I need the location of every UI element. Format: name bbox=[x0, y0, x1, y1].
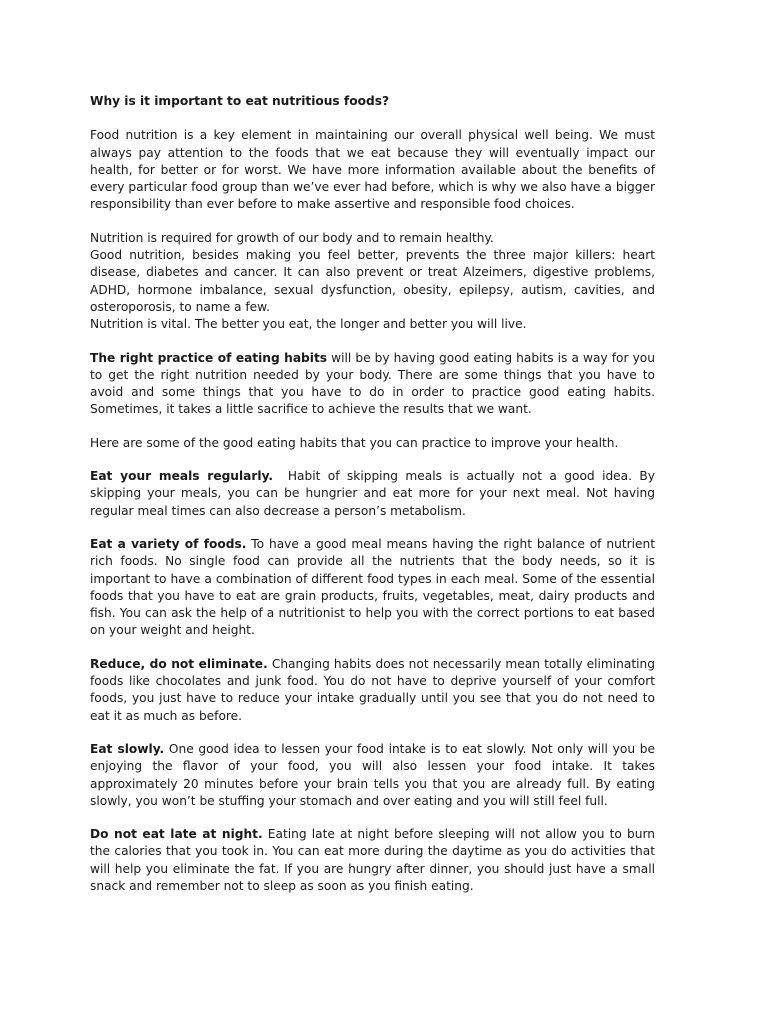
habit-heading: Reduce, do not eliminate. bbox=[90, 656, 268, 671]
here-are-paragraph: Here are some of the good eating habits that you can practice to improve your health. bbox=[90, 435, 619, 450]
habit-heading: Eat a variety of foods. bbox=[90, 536, 247, 551]
practice-paragraph bbox=[90, 350, 655, 419]
habit-heading: Do not eat late at night. bbox=[90, 827, 263, 842]
habit-paragraph-variety bbox=[90, 536, 655, 640]
document-page bbox=[90, 93, 659, 911]
document-title: Why is it important to eat nutritious foods? bbox=[90, 94, 390, 108]
habit-heading: Eat slowly. bbox=[90, 741, 165, 756]
habit-body: Eating late at night before sleeping will not allow you to burn the calories that you took in. You can eat more during the daytime as you do activities that will help you eliminate the fat. If you are hungry after dinner, you should just have a small snack and remember not to sleep as soon as you finish eating. bbox=[90, 827, 655, 893]
nutrition-required-text: Nutrition is required for growth of our body and to remain healthy. bbox=[90, 230, 494, 245]
habit-heading: Eat your meals regularly. bbox=[90, 469, 274, 484]
habit-paragraph-slowly bbox=[90, 741, 655, 810]
habit-body: One good idea to lessen your food intake is to eat slowly. Not only will you be enjoying the flavor of your food, you will also lessen your food intake. It takes approximately 20 minutes before your brain tells you that you are already full. By eating slowly, you won’t be stuffing your stomach and over eating and you will still feel full. bbox=[90, 741, 655, 808]
practice-heading: The right practice of eating habits bbox=[90, 350, 328, 365]
intro-paragraph: Food nutrition is a key element in maintaining our overall physical well being. We must always pay attention to the foods that we eat because they will eventually impact our health, for better or for worst. We have more information available about the benefits of every particular food group than we’ve ever had before, which is why we also have a bigger responsibility than ever before to make assertive and responsible food choices. bbox=[90, 128, 655, 212]
good-nutrition-text: Good nutrition, besides making you feel better, prevents the three major killers: heart disease, diabetes and cancer. It can also prevent or treat Alzeimers, digestive problems, ADHD, hormone imbalance, sexual dysfunction, obesity, epilepsy, autism, cavities, and osteroporosis, to name a few. bbox=[90, 248, 655, 314]
habit-paragraph-late-night bbox=[90, 826, 655, 895]
habit-body: To have a good meal means having the right balance of nutrient rich foods. No single food can provide all the nutrients that the body needs, so it is important to have a combination of different food types in each meal. Some of the essential foods that you have to eat are grain products, fruits, vegetables, meat, dairy products and fish. You can ask the help of a nutritionist to help you with the correct portions to eat based on your weight and height. bbox=[90, 536, 655, 638]
practice-body: will be by having good eating habits is a way for you to get the right nutrition needed by your body. There are some things that you have to avoid and some things that you have to do in order to practice good eating habits. Sometimes, it takes a little sacrifice to achieve the results that we want. bbox=[90, 350, 655, 417]
nutrition-paragraph-group bbox=[90, 230, 655, 334]
habit-body: Habit of skipping meals is actually not a good idea. By skipping your meals, you can be hungrier and eat more for your next meal. Not having regular meal times can also decrease a person’s metabolism. bbox=[90, 469, 659, 518]
habit-paragraph-meals bbox=[90, 468, 659, 520]
nutrition-vital-text: Nutrition is vital. The better you eat, the longer and better you will live. bbox=[90, 317, 527, 332]
habit-body: Changing habits does not necessarily mean totally eliminating foods like chocolates and junk food. You do not have to deprive yourself of your comfort foods, you just have to reduce your intake gradually until you see that you do not need to eat it as much as before. bbox=[90, 656, 655, 723]
habit-paragraph-reduce bbox=[90, 656, 655, 725]
